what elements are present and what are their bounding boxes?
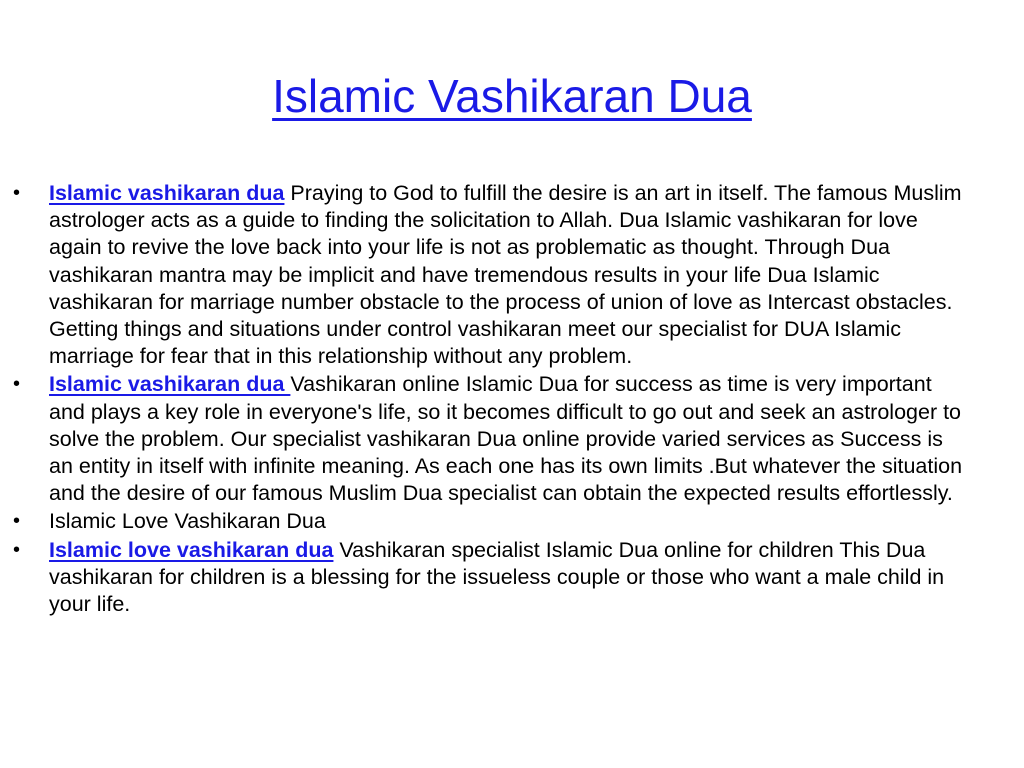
bullet-dot: • [13,538,21,561]
bullet-text-3: Islamic Love Vashikaran Dua [49,509,326,534]
bullet-list [0,180,1024,619]
bullet-text-4: Vashikaran specialist Islamic Dua online for children This Dua vashikaran for children is a blessing for the issueless couple or those who want a male child in your life. [49,537,945,617]
slide-title-link[interactable]: Islamic Vashikaran Dua [272,70,752,122]
bullet-text-2: Vashikaran online Islamic Dua for success as time is very important and plays a key role in everyone's life, so it becomes difficult to go out and seek an astrologer to solve the problem. Our specialist vashikaran Dua online provide varied services as Success is an entity in itself with infinite meaning. As each one has its own limits .But whatever the situation and the desire of our famous Muslim Dua specialist can obtain the expected results effortlessly. [49,372,963,506]
bullet-item-2 [0,371,1024,507]
bullet-item-3 [0,508,1024,535]
title-container [0,66,1024,126]
bullet-dot: • [13,373,21,396]
bullet-dot: • [13,510,21,533]
islamic-vashikaran-dua-link-2[interactable]: Islamic vashikaran dua [49,372,291,397]
bullet-dot: • [13,182,21,204]
bullet-text-1: Praying to God to fulfill the desire is an art in itself. The famous Muslim astrologer acts as a guide to finding the solicitation to Allah. Dua Islamic vashikaran for love again to revive the love back into your life is not as problematic as thought. Through Dua vashikaran mantra may be implicit and have tremendous results in your life Dua Islamic vashikaran for marriage number obstacle to the process of union of love as Intercast obstacles. Getting things and situations under control vashikaran meet our specialist for DUA Islamic marriage for fear that in this relationship without any problem. [49,181,962,369]
bullet-item-4 [0,537,1024,619]
islamic-love-vashikaran-dua-link[interactable]: Islamic love vashikaran dua [49,537,334,562]
islamic-vashikaran-dua-link-1[interactable]: Islamic vashikaran dua [49,181,285,205]
bullet-item-1 [0,180,1024,370]
